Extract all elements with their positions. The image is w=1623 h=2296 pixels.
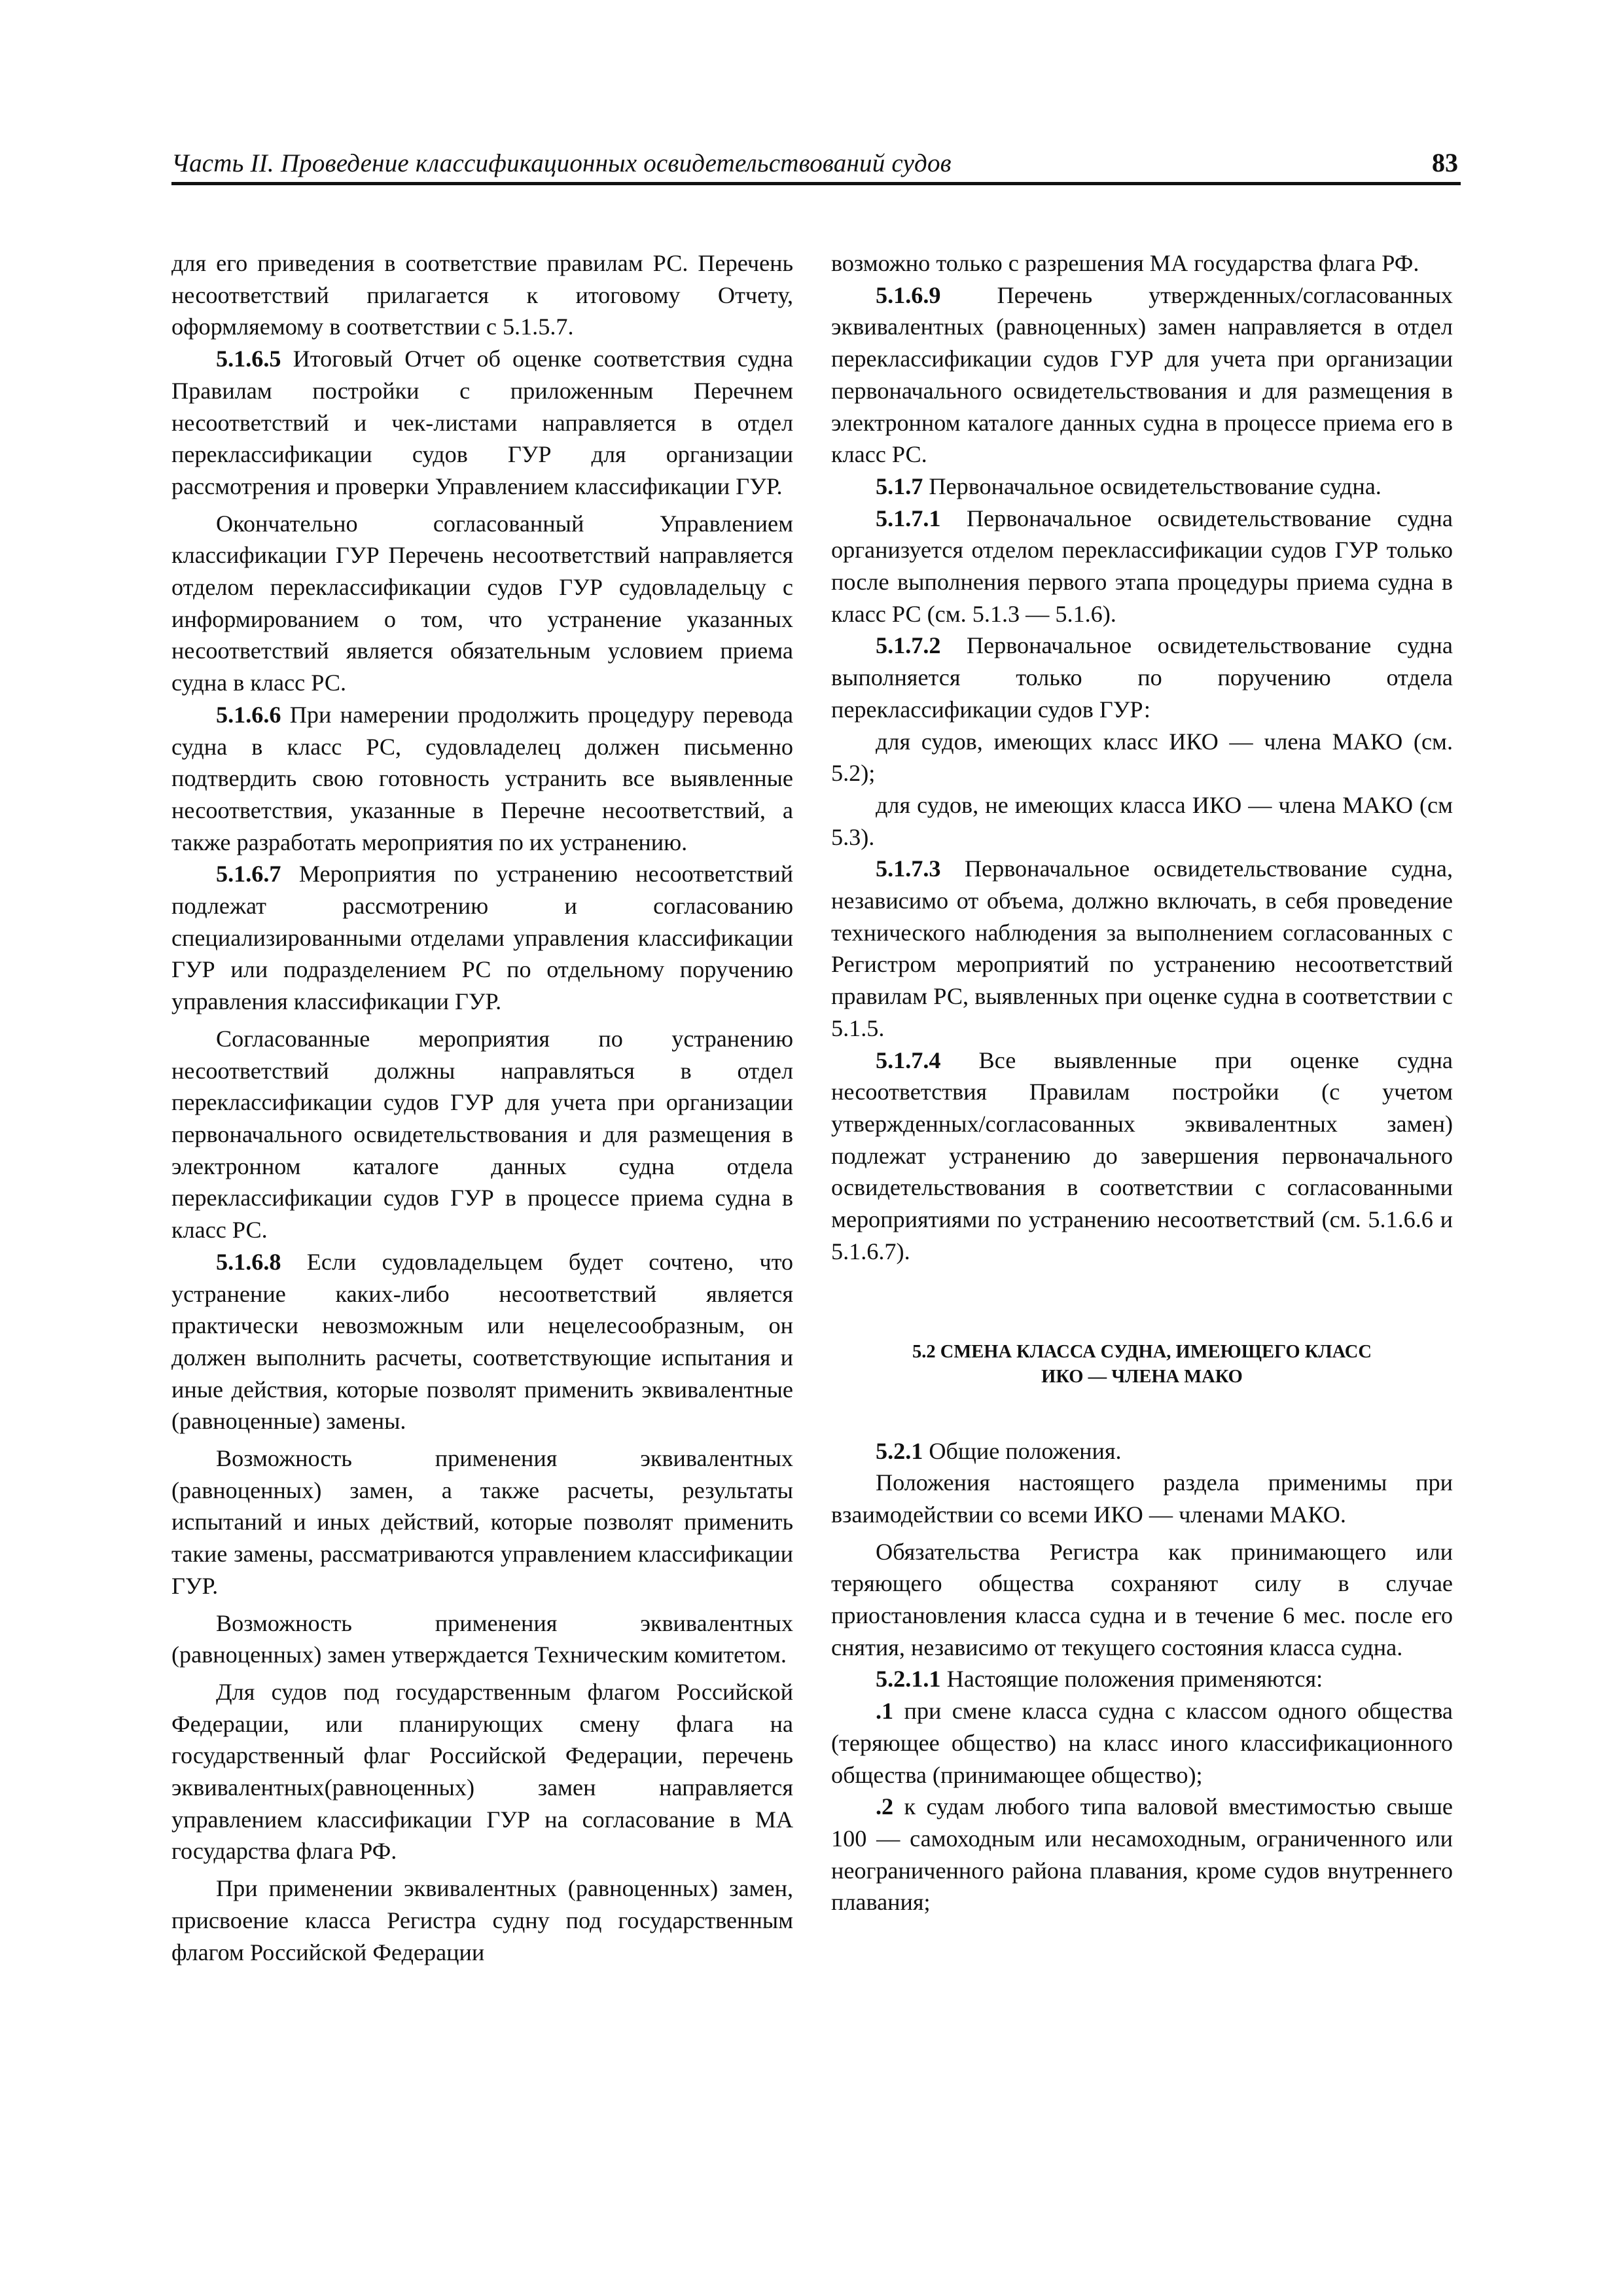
- section-heading-line: 5.2 СМЕНА КЛАССА СУДНА, ИМЕЮЩЕГО КЛАСС: [912, 1341, 1372, 1362]
- paragraph: При применении эквивалентных (равноценных) замен, присвоение класса Регистра судну под государственным флагом Российской Федерации: [171, 1875, 793, 1965]
- paragraph-5-2-1-1: [831, 1663, 1453, 1695]
- paragraph-5-2-1: [831, 1435, 1453, 1467]
- paragraph-5-1-6-9: [831, 279, 1453, 471]
- paragraph-5-1-6-8: [171, 1246, 793, 1437]
- paragraph-text: Первоначальное освидетельствование судна организуется отделом переклассификации судов ГУР только после выполнения первого этапа процедуры приема судна в класс РС (см. 5.1.3 — 5.1.6).: [831, 505, 1453, 627]
- list-item-1: [831, 1695, 1453, 1791]
- clause-number: 5.1.7.4: [876, 1047, 941, 1073]
- paragraph-text: к судам любого типа валовой вместимостью свыше 100 — самоходным или несамоходным, ограниченного или неограниченного района плавания, кроме судов внутреннего плавания;: [831, 1793, 1453, 1916]
- item-number: .1: [876, 1698, 894, 1725]
- clause-number: 5.1.7.1: [876, 505, 941, 531]
- paragraph: для его приведения в соответствие правилам РС. Перечень несоответствий прилагается к итоговому Отчету, оформляемому в соответствии с 5.1.5.7.: [171, 250, 793, 340]
- paragraph: Окончательно согласованный Управлением классификации ГУР Перечень несоответствий направляется отделом переклассификации судов ГУР судовладельцу с информированием о том, что устранение указанных несоответствий является обязательным условием приема судна в класс РС.: [171, 510, 793, 696]
- paragraph-text: При намерении продолжить процедуру перевода судна в класс РС, судовладелец должен письменно подтвердить свою готовность устранить все выявленные несоответствия, указанные в Перечне несоответствий, а также разработать мероприятия по их устранению.: [171, 701, 793, 855]
- paragraph-5-1-6-5: [171, 343, 793, 503]
- left-column: [171, 247, 793, 1968]
- clause-number: 5.1.6.5: [216, 346, 281, 372]
- paragraph: Положения настоящего раздела применимы при взаимодействии со всеми ИКО — членами МАКО.: [831, 1469, 1453, 1528]
- paragraph: возможно только с разрешения МА государства флага РФ.: [831, 250, 1419, 276]
- paragraph-text: Мероприятия по устранению несоответствий подлежат рассмотрению и согласованию специализированными отделами управления классификации ГУР или подразделением РС по отдельному поручению управления классификации ГУР.: [171, 861, 793, 1015]
- paragraph-text: Перечень утвержденных/согласованных эквивалентных (равноценных) замен направляется в отдел переклассификации судов ГУР для учета при организации первоначального освидетельствования и для размещения в электронном каталоге данных судна в процессе приема его в класс РС.: [831, 281, 1453, 468]
- clause-number: 5.2.1.1: [876, 1666, 941, 1693]
- item-number: .2: [876, 1793, 894, 1820]
- clause-number: 5.1.7: [876, 473, 923, 499]
- paragraph: Возможность применения эквивалентных (равноценных) замен, а также расчеты, результаты испытаний и иных действий, которые позволят применить такие замены, рассматриваются управлением классификации ГУР.: [171, 1445, 793, 1599]
- paragraph-5-1-7-4: [831, 1045, 1453, 1268]
- section-heading-5-2: [831, 1340, 1453, 1390]
- clause-number: 5.1.6.9: [876, 281, 941, 308]
- paragraph-text: Итоговый Отчет об оценке соответствия судна Правилам постройки с приложенным Перечнем несоответствий и чек-листами направляется в отдел переклассификации судов ГУР для организации рассмотрения и проверки Управлением классификации ГУР.: [171, 346, 793, 499]
- paragraph-5-1-6-6: [171, 699, 793, 859]
- clause-number: 5.1.6.7: [216, 861, 281, 888]
- paragraph-5-1-7: [831, 471, 1453, 503]
- page-header: [171, 145, 1461, 185]
- paragraph-text: Первоначальное освидетельствование судна выполняется только по поручению отдела переклассификации судов ГУР:: [831, 632, 1453, 723]
- paragraph: Возможность применения эквивалентных (равноценных) замен утверждается Техническим комитетом.: [171, 1609, 793, 1668]
- paragraph-text: Первоначальное освидетельствование судна, независимо от объема, должно включать, в себя проведение технического наблюдения за выполнением согласованных с Регистром мероприятий по устранению несоответствий правилам РС, выявленных при оценке судна в соответствии с 5.1.5.: [831, 855, 1453, 1041]
- clause-number: 5.1.6.8: [216, 1248, 281, 1275]
- paragraph: для судов, не имеющих класса ИКО — члена МАКО (см 5.3).: [831, 791, 1453, 850]
- paragraph-text: Настоящие положения применяются:: [940, 1666, 1323, 1693]
- paragraph-5-1-7-1: [831, 503, 1453, 630]
- paragraph-5-1-6-7: [171, 858, 793, 1018]
- right-column: [831, 247, 1453, 1918]
- clause-number: 5.1.6.6: [216, 701, 281, 728]
- clause-number: 5.1.7.2: [876, 632, 941, 659]
- paragraph-text: Первоначальное освидетельствование судна.: [923, 473, 1382, 499]
- clause-number: 5.1.7.3: [876, 855, 941, 882]
- paragraph: Обязательства Регистра как принимающего или теряющего общества сохраняют силу в случае приостановления класса судна и в течение 6 мес. после его снятия, независимо от текущего состояния класса судна.: [831, 1538, 1453, 1660]
- paragraph-text: при смене класса судна с классом одного общества (теряющее общество) на класс иного классификационного общества (принимающее общество);: [831, 1698, 1453, 1788]
- paragraph-text: Общие положения.: [923, 1437, 1122, 1464]
- page-number: 83: [1432, 148, 1458, 177]
- paragraph-text: Если судовладельцем будет сочтено, что устранение каких-либо несоответствий является практически невозможным или нецелесообразным, он должен выполнить расчеты, соответствующие испытания и иные действия, которые позволят применить эквивалентные (равноценные) замены.: [171, 1248, 793, 1435]
- paragraph-5-1-7-3: [831, 853, 1453, 1044]
- list-item-2: [831, 1791, 1453, 1918]
- paragraph-5-1-7-2: [831, 630, 1453, 725]
- running-title: Часть II. Проведение классификационных освидетельствований судов: [171, 149, 952, 177]
- paragraph: для судов, имеющих класс ИКО — члена МАКО (см. 5.2);: [831, 728, 1453, 787]
- paragraph-text: Все выявленные при оценке судна несоответствия Правилам постройки (с учетом утвержденных/согласованных эквивалентных замен) подлежат устранению до завершения первоначального освидетельствования в соответствии с согласованными мероприятиями по устранению несоответствий (см. 5.1.6.6 и 5.1.6.7).: [831, 1047, 1453, 1265]
- paragraph: Для судов под государственным флагом Российской Федерации, или планирующих смену флага на государственный флаг Российской Федерации, перечень эквивалентных(равноценных) замен направляется управлением классификации ГУР на согласование в МА государства флага РФ.: [171, 1678, 793, 1865]
- clause-number: 5.2.1: [876, 1437, 923, 1464]
- section-heading-line: ИКО — ЧЛЕНА МАКО: [1041, 1366, 1243, 1387]
- paragraph: Согласованные мероприятия по устранению несоответствий должны направляться в отдел переклассификации судов ГУР для учета при организации первоначального освидетельствования и для размещения в электронном каталоге данных судна отдела переклассификации судов ГУР в процессе приема судна в класс РС.: [171, 1025, 793, 1244]
